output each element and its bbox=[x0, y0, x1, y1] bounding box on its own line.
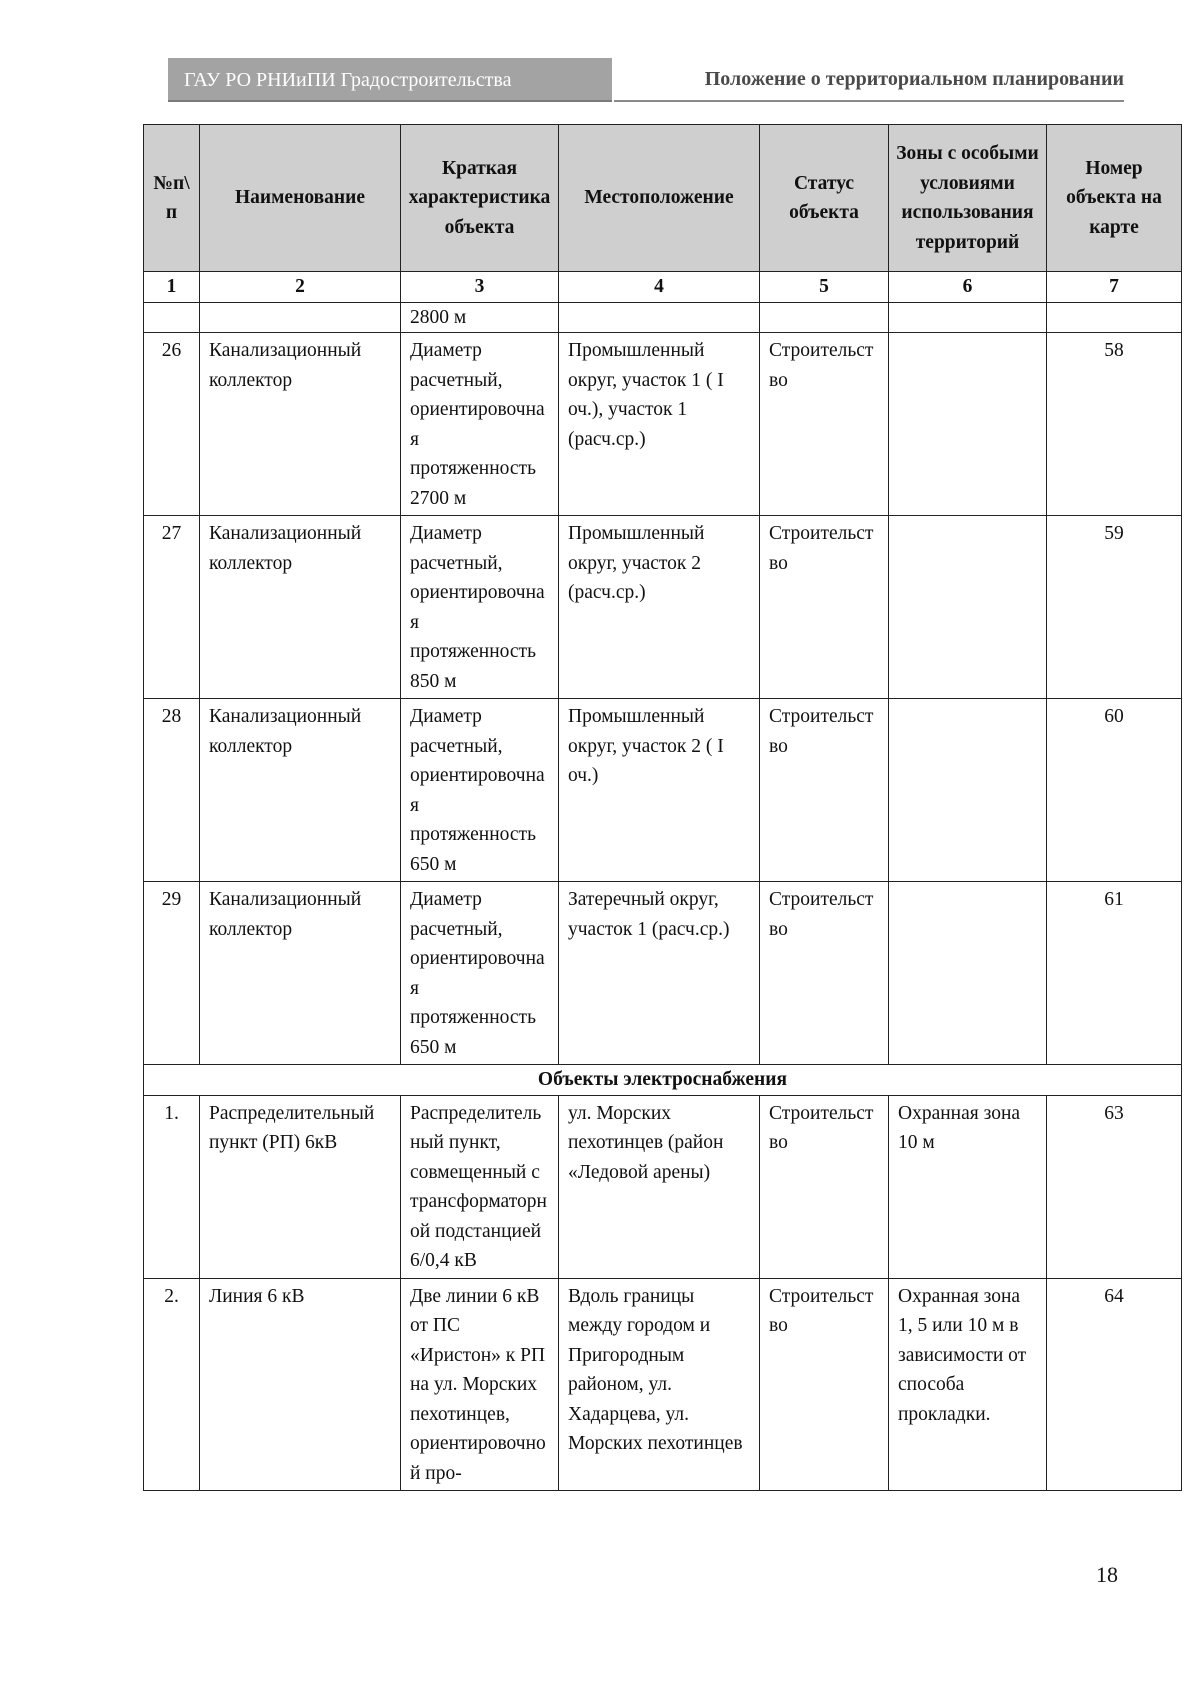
section-row bbox=[144, 1065, 1182, 1096]
col-header-num: №п\п bbox=[144, 125, 200, 272]
row-name: Канализационный коллектор bbox=[200, 516, 401, 699]
row-name: Линия 6 кВ bbox=[200, 1278, 401, 1491]
row-zones bbox=[889, 882, 1047, 1065]
header-organization-title: ГАУ РО РНИиПИ Градостроительства bbox=[168, 58, 612, 102]
col-header-zones: Зоны с особыми условиями использования территорий bbox=[889, 125, 1047, 272]
row-number: 1. bbox=[144, 1095, 200, 1278]
table-row bbox=[144, 516, 1182, 699]
carryover-row bbox=[144, 302, 1182, 333]
row-number: 2. bbox=[144, 1278, 200, 1491]
row-location: Промышленный округ, участок 2 ( I оч.) bbox=[559, 699, 760, 882]
column-number: 5 bbox=[760, 272, 889, 303]
column-number-row bbox=[144, 272, 1182, 303]
row-status: Строительство bbox=[760, 699, 889, 882]
row-zones bbox=[889, 516, 1047, 699]
table-row bbox=[144, 333, 1182, 516]
table-row bbox=[144, 1095, 1182, 1278]
row-location: Промышленный округ, участок 1 ( I оч.), участок 1 (расч.ср.) bbox=[559, 333, 760, 516]
row-location: Затеречный округ, участок 1 (расч.ср.) bbox=[559, 882, 760, 1065]
row-characteristic: Диаметр расчетный, ориентировочная протяженность 850 м bbox=[401, 516, 559, 699]
row-location: Промышленный округ, участок 2 (расч.ср.) bbox=[559, 516, 760, 699]
row-map-number: 59 bbox=[1047, 516, 1182, 699]
row-name: Канализационный коллектор bbox=[200, 882, 401, 1065]
row-characteristic: Две линии 6 кВ от ПС «Иристон» к РП на ул. Морских пехотинцев, ориентировочной про- bbox=[401, 1278, 559, 1491]
column-number: 7 bbox=[1047, 272, 1182, 303]
col-header-location: Местоположение bbox=[559, 125, 760, 272]
row-map-number: 63 bbox=[1047, 1095, 1182, 1278]
row-characteristic: Диаметр расчетный, ориентировочная протяженность 650 м bbox=[401, 882, 559, 1065]
objects-table bbox=[143, 124, 1182, 1491]
column-number: 2 bbox=[200, 272, 401, 303]
row-status: Строительство bbox=[760, 333, 889, 516]
header-divider bbox=[614, 100, 1124, 102]
col-header-name: Наименование bbox=[200, 125, 401, 272]
row-map-number: 58 bbox=[1047, 333, 1182, 516]
row-status: Строительство bbox=[760, 882, 889, 1065]
row-zones: Охранная зона 10 м bbox=[889, 1095, 1047, 1278]
row-name: Канализационный коллектор bbox=[200, 699, 401, 882]
header-document-title: Положение о территориальном планировании bbox=[704, 68, 1124, 90]
row-characteristic: Диаметр расчетный, ориентировочная протяженность 650 м bbox=[401, 699, 559, 882]
row-name: Канализационный коллектор bbox=[200, 333, 401, 516]
row-number: 29 bbox=[144, 882, 200, 1065]
col-header-characteristic: Краткая характеристика объекта bbox=[401, 125, 559, 272]
row-status: Строительство bbox=[760, 516, 889, 699]
row-characteristic: Диаметр расчетный, ориентировочная протяженность 2700 м bbox=[401, 333, 559, 516]
table-header-row bbox=[144, 125, 1182, 272]
row-number: 27 bbox=[144, 516, 200, 699]
row-map-number: 64 bbox=[1047, 1278, 1182, 1491]
row-characteristic: Распределительный пункт, совмещенный с трансформаторной подстанцией 6/0,4 кВ bbox=[401, 1095, 559, 1278]
column-number: 3 bbox=[401, 272, 559, 303]
table-row bbox=[144, 1278, 1182, 1491]
row-name: Распределительный пункт (РП) 6кВ bbox=[200, 1095, 401, 1278]
row-status: Строительство bbox=[760, 1095, 889, 1278]
row-zones bbox=[889, 699, 1047, 882]
row-map-number: 61 bbox=[1047, 882, 1182, 1065]
section-title: Объекты электроснабжения bbox=[144, 1065, 1182, 1096]
page-number: 18 bbox=[1096, 1562, 1118, 1587]
table-row bbox=[144, 882, 1182, 1065]
row-status: Строительство bbox=[760, 1278, 889, 1491]
row-map-number: 60 bbox=[1047, 699, 1182, 882]
table-row bbox=[144, 699, 1182, 882]
column-number: 6 bbox=[889, 272, 1047, 303]
row-location: ул. Морских пехотинцев (район «Ледовой арены) bbox=[559, 1095, 760, 1278]
row-number: 26 bbox=[144, 333, 200, 516]
col-header-status: Статус объекта bbox=[760, 125, 889, 272]
column-number: 1 bbox=[144, 272, 200, 303]
col-header-map-number: Номер объекта на карте bbox=[1047, 125, 1182, 272]
row-zones: Охранная зона 1, 5 или 10 м в зависимости от способа прокладки. bbox=[889, 1278, 1047, 1491]
column-number: 4 bbox=[559, 272, 760, 303]
carryover-characteristic: 2800 м bbox=[401, 302, 559, 333]
row-location: Вдоль границы между городом и Пригородным районом, ул. Хадарцева, ул. Морских пехотинцев bbox=[559, 1278, 760, 1491]
row-zones bbox=[889, 333, 1047, 516]
row-number: 28 bbox=[144, 699, 200, 882]
